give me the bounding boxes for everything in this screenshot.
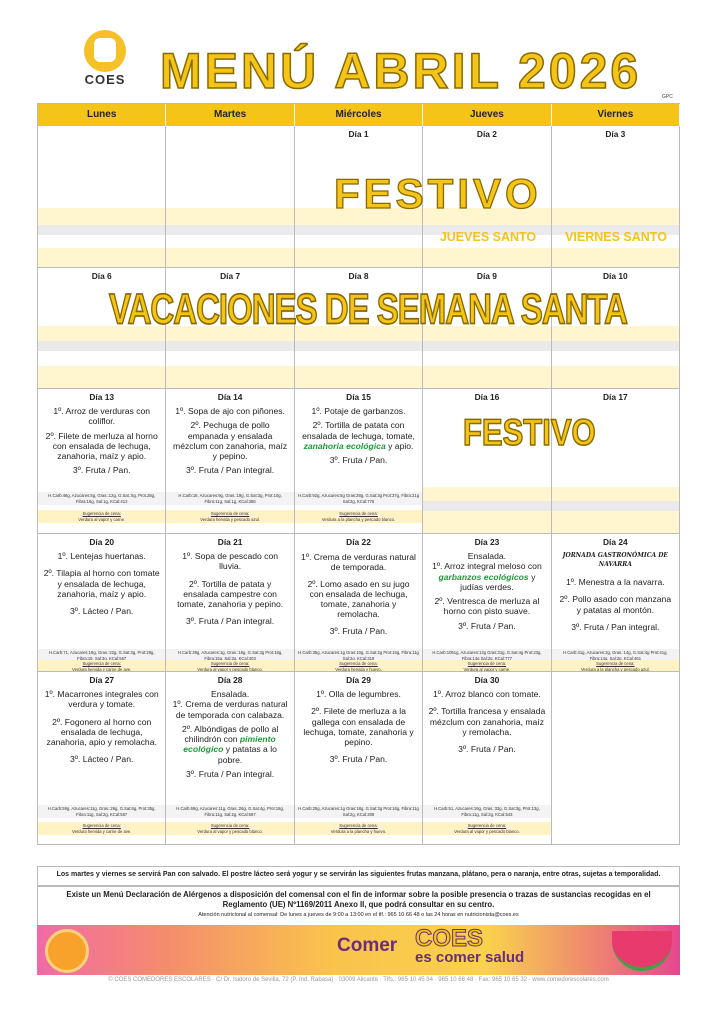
nutrition-info: H.Carb:39g, Azucares:1g, Gras.:18g, G.Sat:3g Prot:18g, Fibra:15g, Sal:2g, KCal:403 xyxy=(166,649,293,662)
eco-ingredient: pimiento ecológico xyxy=(183,734,276,755)
eco-ingredient: zanahoria ecológica xyxy=(303,440,386,451)
dinner-suggestion: Sugerencia de cena: Verdura a la plancha y pescado azul. xyxy=(552,660,679,672)
day-label: Día 9 xyxy=(476,271,497,281)
nutrition-contact: Atención nutricional al comensal: De lunes a jueves de 9:00 a 13:00 en el tlf.: 965 10 66 48 o las 24 horas en nutricionista@coes.es xyxy=(198,912,519,918)
nutrition-info: H.Carb:41g, Azucares:2g, Gras.:14g, G.Sat:4g Prot:41g, Fibra:14g, Sal:2g, KCal:461 xyxy=(552,649,679,662)
cell-day-15: Día 15 1º. Potaje de garbanzos. 2º. Tortilla de patata con ensalada de lechuga, tomate, zanahoria ecológica y apio. 3º. Fruta / Pan. H.Carb:92g, Azucares:5g Gras:28g, G.Sat:3g Prot:37g, Fibra:21g Sal:2g, KCal:776 Sugerencia de cena: Verdura a la plancha y pescado blanco. xyxy=(295,389,423,534)
code-label: GPC xyxy=(662,94,673,100)
week-4 xyxy=(38,534,680,672)
dinner-suggestion: Sugerencia de cena: Verdura al vapor y pescado blanco. xyxy=(166,660,293,672)
nutrition-info: H.Carb:35g, Azucares:1g Gras:10g, G.Sat:2g Prot:15g, Fibra:11g Sal:2g, KCal:319 xyxy=(295,649,422,662)
cell-day-14: Día 14 1º. Sopa de ajo con piñones. 2º. Pechuga de pollo empanada y ensalada mézclum con zanahoria, maíz y pepino. 3º. Fruta / Pan integral. H.Carb:18, Azucares:9g, Gras.:19g, G.Sat:3g, Prot:10g, Fibra:11g, Sal:1g, KCal:386 Sugerencia de cena: Verdura hervida y pescado azul. xyxy=(166,389,294,534)
header-viernes: Viernes xyxy=(552,104,680,126)
week-1 xyxy=(38,126,680,268)
bread-fruit-note: Los martes y viernes se servirá Pan con salvado. El postre lácteo será yogur y se servirán las siguientes frutas manzana, plátano, pera o naranja, entre otras, sujetas a temporalidad. xyxy=(37,866,680,886)
allergen-note: Existe un Menú Declaración de Alérgenos a disposición del comensal con el fin de informar sobre la posible presencia o trazas de sustancias recogidas en el Reglamento (UE) Nº1169/2011 Anexo II, que podrá consultar en su centro. Atención nutricional al comensal: De lunes a jueves de 9:00 a 13:00 en el tlf.: 965 10 66 48 o las 24 horas en nutricionista@coes.es xyxy=(37,886,680,926)
dinner-suggestion: Sugerencia de cena: Verdura hervida y carne de ave. xyxy=(38,660,165,672)
healthy-banner xyxy=(37,925,680,975)
cell-day-22: Día 22 1º. Crema de verduras natural de temporada. 2º. Lomo asado en su jugo con ensalada de lechuga, tomate, zanahoria y remolacha. 3º. Fruta / Pan. H.Carb:35g, Azucares:1g Gras:10g, G.Sat:2g Prot:15g, Fibra:11g Sal:2g, KCal:319 Sugerencia de cena: Verdura hervida y huevo. xyxy=(295,534,423,672)
nutrition-info: H.Carb:46g, Azucares:5g, Gras.:12g, G.Sat.:5g, Prot.28g, Fibra:16g, Sal:1g, KCal:412 xyxy=(38,492,165,505)
festivo-label-16: FESTIVO xyxy=(463,411,596,454)
header-martes: Martes xyxy=(166,104,294,126)
logo-text: COES xyxy=(84,72,126,87)
page-title: MENÚ ABRIL 2026 xyxy=(160,43,642,99)
header-jueves: Jueves xyxy=(423,104,551,126)
cell-day-21: Día 21 1º. Sopa de pescado con lluvia. 2º. Tortilla de patata y ensalada campestre con tomate, zanahoria y pepino. 3º. Fruta / Pan integral. H.Carb:39g, Azucares:1g, Gras.:18g, G.Sat:3g Prot:18g, Fibra:15g, Sal:2g, KCal:403 Sugerencia de cena: Verdura al vapor y pescado blanco. xyxy=(166,534,294,672)
cell-w1-mon xyxy=(38,126,166,268)
week-3 xyxy=(38,389,680,534)
nutrition-info: H.Carb:59g, Azucares:11g, Gras.:26g, G.Sat:6g, Prot:35g, Fibra:11g, Sal:2g, KCal:587 xyxy=(38,805,165,818)
weekday-header xyxy=(38,104,680,126)
cell-day-17: Día 17 xyxy=(552,389,680,534)
header-lunes: Lunes xyxy=(38,104,166,126)
jueves-santo-label: JUEVES SANTO xyxy=(439,230,537,244)
jornada-label: JORNADA GASTRONÓMICA DE NAVARRA xyxy=(562,552,669,568)
nutrition-info: H.Carb:92g, Azucares:5g Gras:28g, G.Sat:3g Prot:37g, Fibra:21g Sal:2g, KCal:776 xyxy=(295,492,422,505)
dinner-suggestion: Sugerencia de cena: Verdura a la plancha y huevo. xyxy=(295,822,422,835)
banner-coes: COES xyxy=(415,925,484,952)
cell-w1-tue xyxy=(166,126,294,268)
week-2 xyxy=(38,268,680,389)
header-miercoles: Miércoles xyxy=(295,104,423,126)
viernes-santo-label: VIERNES SANTO xyxy=(565,230,667,244)
nutrition-info: H.Carb:71, Azucares:18g, Gras.:22g, G.Sat:3g, Prot:28g, Fibra:19, Sal:3g, KCal:567 xyxy=(38,649,165,662)
dinner-suggestion: Sugerencia de cena: Verdura hervida y carne de ave. xyxy=(38,822,165,835)
watermelon-icon xyxy=(612,931,672,971)
cell-w1-fri xyxy=(552,126,680,268)
nutrition-info: H.Carb:69g, Azucares:11g, Gras.:26g, G.Sat:4g, Prot:18g, Fibra:11g, Sal:2g, KCal:687 xyxy=(166,805,293,818)
day-label: Día 7 xyxy=(220,271,241,281)
menu-grid xyxy=(37,103,680,845)
dinner-suggestion: Sugerencia de cena: Verdura al vapor y carne. xyxy=(38,510,165,523)
cell-day-24: Día 24 JORNADA GASTRONÓMICA DE NAVARRA 1º. Menestra a la navarra. 2º. Pollo asado con manzana y patatas al montón. 3º. Fruta / Pan integral. H.Carb:41g, Azucares:2g, Gras.:14g, G.Sat:4g Prot:41g, Fibra:14g, Sal:2g, KCal:461 Sugerencia de cena: Verdura a la plancha y pescado azul. xyxy=(552,534,680,672)
day-label: Día 6 xyxy=(91,271,112,281)
cell-day-28: Día 28 Ensalada. 1º. Crema de verduras natural de temporada con calabaza. 2º. Albóndigas de pollo al chilindrón con pimiento ecológico y patatas a lo pobre. 3º. Fruta / Pan integral. H.Carb:69g, Azucares:11g, Gras.:26g, G.Sat:4g, Prot:18g, Fibra:11g, Sal:2g, KCal:687 Sugerencia de cena: Verdura al vapor y pescado blanco. xyxy=(166,672,294,845)
cell-day-16: Día 16 xyxy=(423,389,551,534)
footer: © COES COMEDORES ESCOLARES · C/ Dr. Isidoro de Sevilla, 72 (P. Ind. Rabasa) · 03009 Alicante · Tlfs.: 965 10 45 34 · 965 10 66 48 · Fax: 965 10 65 32 · www.comedorescolares.com xyxy=(108,977,609,983)
vacaciones-label: VACACIONES DE SEMANA SANTA xyxy=(109,284,627,333)
cell-day-20: Día 20 1º. Lentejas huertanas. 2º. Tilapia al horno con tomate y ensalada de lechuga, zanahoria, maíz y apio. 3º. Lácteo / Pan. H.Carb:71, Azucares:18g, Gras.:22g, G.Sat:3g, Prot:28g, Fibra:19, Sal:3g, KCal:567 Sugerencia de cena: Verdura hervida y carne de ave. xyxy=(38,534,166,672)
nutrition-info: H.Carb:18, Azucares:9g, Gras.:19g, G.Sat:3g, Prot:10g, Fibra:11g, Sal:1g, KCal:386 xyxy=(166,492,293,505)
festivo-label: FESTIVO xyxy=(334,170,542,217)
banner-comer: Comer xyxy=(337,935,398,956)
day-label: Día 2 xyxy=(476,129,497,139)
dinner-suggestion: Sugerencia de cena: Verdura hervida y pescado azul. xyxy=(166,510,293,523)
cell-day-23: Día 23 Ensalada. 1º. Arroz integral meloso con garbanzos ecológicos y judías verdes. 2º. Ventresca de merluza al horno con pisto suave. 3º. Fruta / Pan. H.Carb:1051g, Azucares:12g Gras:31g, G.Sat:4g Prot:23g, Fibra:14g Sal:2g, KCal:777 Sugerencia de cena: Verdura al vapor y carne. xyxy=(423,534,551,672)
dinner-suggestion: Sugerencia de cena: Verdura al vapor y pescado blanco. xyxy=(423,822,550,835)
day-label: Día 8 xyxy=(348,271,369,281)
day-label: Día 3 xyxy=(605,129,626,139)
cell-day-30: Día 30 1º. Arroz blanco con tomate. 2º. Tortilla francesa y ensalada mézclum con zanahoria, maíz y remolacha. 3º. Fruta / Pan. H.Carb:51, Azucares:16g, Gras.:33g, G.Sat:3g, Prot:13g, Fibra:11g, Sal:2g, KCal:543 Sugerencia de cena: Verdura al vapor y pescado blanco. xyxy=(423,672,551,845)
eco-ingredient: garbanzos ecológicos xyxy=(438,571,529,582)
nutrition-info: H.Carb:51, Azucares:16g, Gras.:33g, G.Sat:3g, Prot:13g, Fibra:11g, Sal:2g, KCal:543 xyxy=(423,805,550,818)
day-label: Día 1 xyxy=(348,129,369,139)
coes-logo xyxy=(76,30,134,90)
week-5 xyxy=(38,672,680,845)
logo-face-icon xyxy=(94,38,116,62)
dinner-suggestion: Sugerencia de cena: Verdura a la plancha y pescado blanco. xyxy=(295,510,422,523)
dinner-suggestion: Sugerencia de cena: Verdura al vapor y carne. xyxy=(423,660,550,672)
orange-icon xyxy=(45,929,89,973)
cell-day-13: Día 13 1º. Arroz de verduras con coliflor. 2º. Filete de merluza al horno con ensalada de lechuga, zanahoria, maíz y apio. 3º. Fruta / Pan. H.Carb:46g, Azucares:5g, Gras.:12g, G.Sat.:5g, Prot.28g, Fibra:16g, Sal:1g, KCal:412 Sugerencia de cena: Verdura al vapor y carne. xyxy=(38,389,166,534)
cell-day-27: Día 27 1º. Macarrones integrales con verdura y tomate. 2º. Fogonero al horno con ensalada de lechuga, zanahoria, apio y remolacha. 3º. Lácteo / Pan. H.Carb:59g, Azucares:11g, Gras.:26g, G.Sat:6g, Prot:35g, Fibra:11g, Sal:2g, KCal:587 Sugerencia de cena: Verdura hervida y carne de ave. xyxy=(38,672,166,845)
cell-day-29: Día 29 1º. Olla de legumbres. 2º. Filete de merluza a la gallega con ensalada de lechuga, tomate, zanahoria y pepino. 3º. Fruta / Pan. H.Carb:25g, Azucares:1g Gras:18g, G.Sat:3g Prot:16g, Fibra:11g Sal:2g, KCal:309 Sugerencia de cena: Verdura a la plancha y huevo. xyxy=(295,672,423,845)
nutrition-info: H.Carb:1051g, Azucares:12g Gras:31g, G.Sat:4g Prot:23g, Fibra:14g Sal:2g, KCal:777 xyxy=(423,649,550,662)
banner-slogan: es comer salud xyxy=(415,949,525,966)
day-label: Día 10 xyxy=(602,271,628,281)
dinner-suggestion: Sugerencia de cena: Verdura al vapor y pescado blanco. xyxy=(166,822,293,835)
nutrition-info: H.Carb:25g, Azucares:1g Gras:18g, G.Sat:3g Prot:16g, Fibra:11g Sal:2g, KCal:309 xyxy=(295,805,422,818)
cell-empty xyxy=(552,672,680,845)
dinner-suggestion: Sugerencia de cena: Verdura hervida y huevo. xyxy=(295,660,422,672)
